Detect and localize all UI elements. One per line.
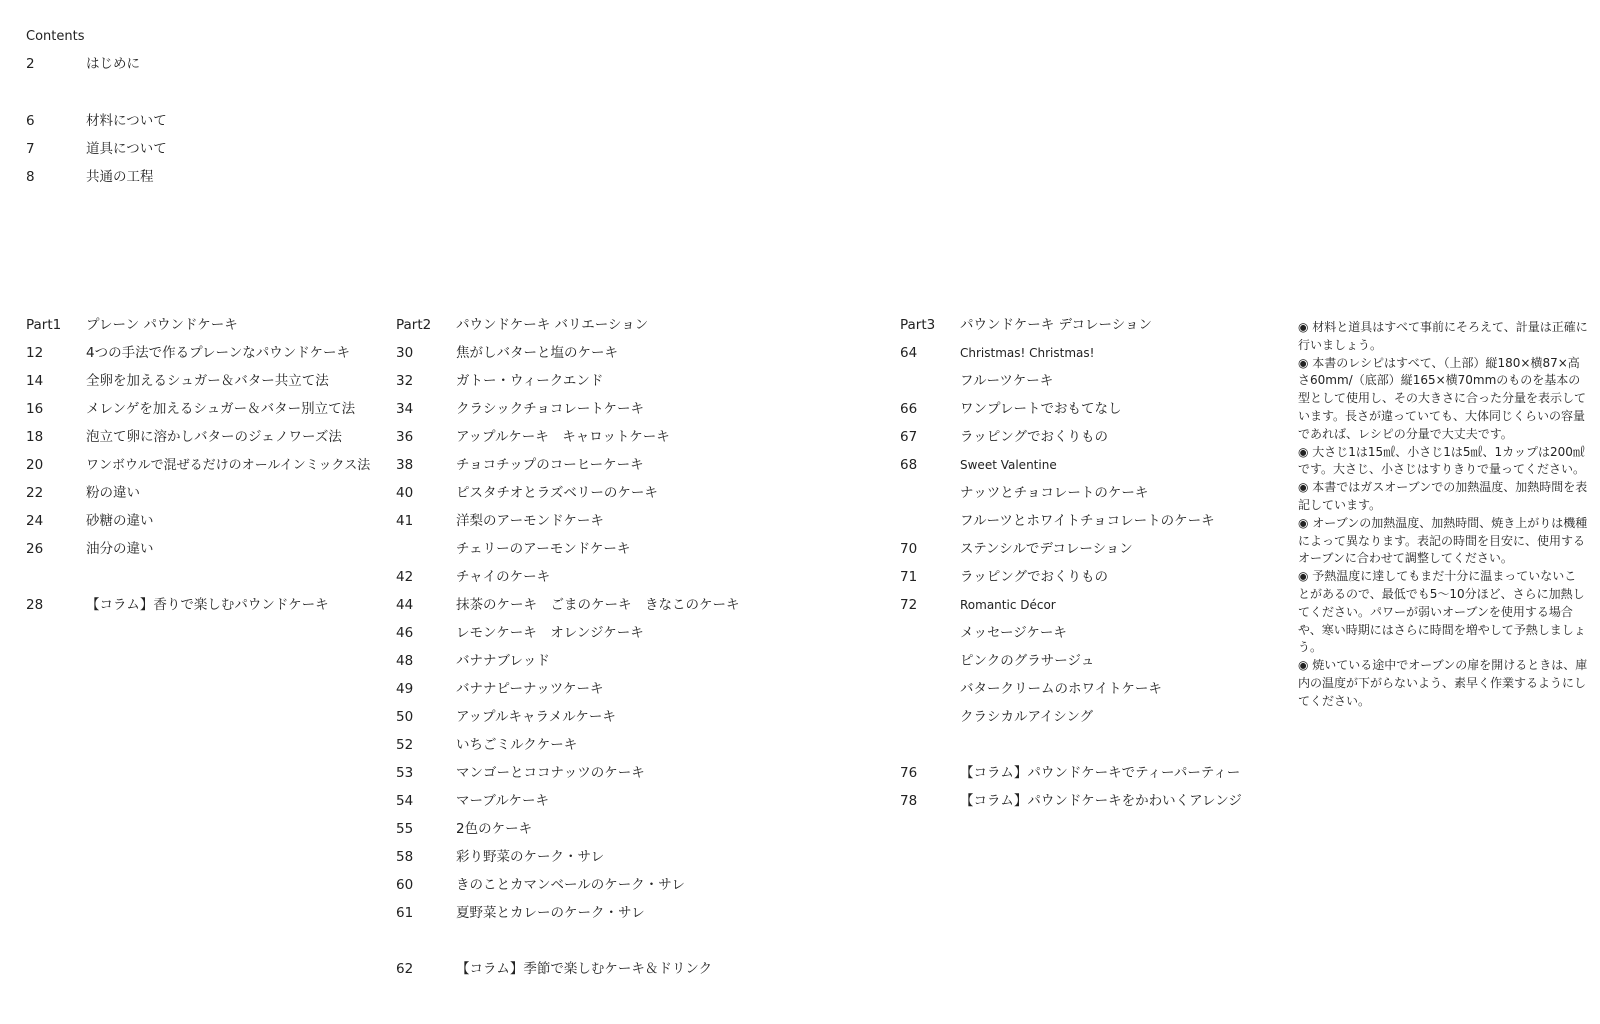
entry-title: 抹茶のケーキ ごまのケーキ きなこのケーキ	[456, 597, 740, 613]
entry-title: 【コラム】季節で楽しむケーキ＆ドリンク	[456, 961, 713, 977]
note-paragraph: ◉ 材料と道具はすべて事前にそろえて、計量は正確に行いましょう。	[1298, 320, 1588, 352]
page-number: 60	[396, 877, 414, 893]
page-number: 54	[396, 793, 414, 809]
entry-title: 砂糖の違い	[86, 513, 154, 529]
page-number: 38	[396, 457, 414, 473]
contents-heading: Contents	[26, 29, 85, 44]
entry-title: はじめに	[86, 56, 140, 72]
entry-title: きのことカマンベールのケーク・サレ	[456, 877, 685, 893]
entry-title: アップルキャラメルケーキ	[456, 709, 616, 725]
entry-title: チャイのケーキ	[456, 569, 551, 585]
entry-title: マーブルケーキ	[456, 793, 550, 809]
page-number: 30	[396, 345, 414, 361]
page-number: 55	[396, 821, 414, 837]
entry-title: チョコチップのコーヒーケーキ	[456, 457, 644, 473]
entry-title: 4つの手法で作るプレーンなパウンドケーキ	[86, 345, 351, 361]
page-number: 48	[396, 653, 414, 669]
page-number: 26	[26, 541, 44, 557]
entry-title: Romantic Décor	[960, 598, 1056, 612]
page-number: 62	[396, 961, 414, 977]
entry-title: 彩り野菜のケーク・サレ	[456, 849, 605, 865]
page-number: 44	[396, 597, 414, 613]
page-number: 41	[396, 513, 414, 529]
notes-section	[1298, 319, 1588, 711]
page-number: 32	[396, 373, 414, 389]
page-number: 70	[900, 541, 918, 557]
page-number: 72	[900, 597, 918, 613]
page-number: 20	[26, 457, 44, 473]
page-number: 12	[26, 345, 44, 361]
entry-title: 【コラム】パウンドケーキをかわいくアレンジ	[960, 793, 1242, 809]
entry-title: クラシックチョコレートケーキ	[456, 401, 645, 417]
entry-title: 道具について	[86, 141, 167, 157]
entry-title: いちごミルクケーキ	[456, 737, 578, 753]
entry-title: バタークリームのホワイトケーキ	[960, 681, 1162, 697]
entry-title: 共通の工程	[86, 169, 154, 185]
entry-title: チェリーのアーモンドケーキ	[456, 541, 631, 557]
entry-title: ラッピングでおくりもの	[960, 569, 1108, 585]
page-number: 36	[396, 429, 414, 445]
entry-title: Christmas! Christmas!	[960, 346, 1095, 360]
page-number: 2	[26, 56, 35, 72]
part-label: Part3	[900, 317, 936, 333]
entry-title: ステンシルでデコレーション	[960, 541, 1133, 557]
entry-title: 2色のケーキ	[456, 821, 533, 837]
entry-title: 洋梨のアーモンドケーキ	[456, 513, 604, 529]
entry-title: メレンゲを加えるシュガー＆バター別立て法	[86, 401, 356, 417]
entry-title: Sweet Valentine	[960, 458, 1057, 472]
entry-title: 泡立て卵に溶かしバターのジェノワーズ法	[86, 429, 342, 445]
page-number: 14	[26, 373, 44, 389]
page-number: 66	[900, 401, 918, 417]
note-paragraph: ◉ 大さじ1は15㎖、小さじ1は5㎖、1カップは200㎖です。大さじ、小さじはすりきりで量ってください。	[1298, 444, 1586, 477]
entry-title: 油分の違い	[86, 541, 154, 557]
entry-title: 夏野菜とカレーのケーク・サレ	[456, 905, 645, 921]
entry-title: フルーツケーキ	[960, 373, 1054, 389]
entry-title: 全卵を加えるシュガー＆バター共立て法	[86, 373, 329, 389]
part-label: Part2	[396, 317, 432, 333]
page-number: 7	[26, 141, 35, 157]
entry-title: レモンケーキ オレンジケーキ	[456, 625, 644, 641]
page-number: 78	[900, 793, 918, 809]
part-title: プレーン パウンドケーキ	[86, 317, 238, 333]
note-paragraph: ◉ 本書ではガスオーブンでの加熱温度、加熱時間を表記しています。	[1298, 480, 1588, 512]
page-number: 71	[900, 569, 918, 585]
entry-title: ガトー・ウィークエンド	[456, 373, 604, 389]
part-label: Part1	[26, 317, 62, 333]
page-number: 28	[26, 597, 44, 613]
entry-title: 粉の違い	[86, 485, 140, 501]
entry-title: 【コラム】パウンドケーキでティーパーティー	[960, 765, 1241, 781]
page-number: 50	[396, 709, 414, 725]
part-title: パウンドケーキ デコレーション	[960, 317, 1152, 333]
entry-title: ナッツとチョコレートのケーキ	[960, 485, 1149, 501]
entry-title: クラシカルアイシング	[960, 709, 1094, 725]
entry-title: ピスタチオとラズベリーのケーキ	[456, 485, 658, 501]
page-number: 8	[26, 169, 35, 185]
page-number: 64	[900, 345, 918, 361]
page-number: 40	[396, 485, 414, 501]
note-paragraph: ◉ 予熱温度に達してもまだ十分に温まっていないことがあるので、最低でも5〜10分ほど、さらに加熱してください。パワーが弱いオーブンを使用する場合や、寒い時期にはさらに時間を増やして予熱しましょう。	[1298, 569, 1586, 655]
entry-title: ピンクのグラサージュ	[960, 653, 1095, 669]
page-number: 67	[900, 429, 918, 445]
entry-title: フルーツとホワイトチョコレートのケーキ	[960, 513, 1215, 529]
entry-title: アップルケーキ キャロットケーキ	[456, 429, 670, 445]
entry-title: 【コラム】香りで楽しむパウンドケーキ	[86, 597, 329, 613]
page-number: 49	[396, 681, 414, 697]
page-number: 22	[26, 485, 44, 501]
note-paragraph: ◉ 焼いている途中でオーブンの扉を開けるときは、庫内の温度が下がらないよう、素早く作業するようにしてください。	[1298, 658, 1588, 708]
note-paragraph: ◉ 本書のレシピはすべて、（上部）縦180×横87×高さ60mm/（底部）縦165×横70mmのものを基本の型として使用し、その大きさに合った分量を表示しています。長さが違っていても、大体同じくらいの容量であれば、レシピの分量で大丈夫です。	[1298, 355, 1587, 441]
page-number: 34	[396, 401, 414, 417]
entry-title: ワンボウルで混ぜるだけのオールインミックス法	[86, 458, 371, 473]
entry-title: バナナピーナッツケーキ	[456, 681, 604, 697]
page-number: 18	[26, 429, 44, 445]
entry-title: 焦がしバターと塩のケーキ	[456, 345, 618, 361]
entry-title: バナナブレッド	[456, 653, 550, 669]
entry-title: マンゴーとココナッツのケーキ	[456, 765, 645, 781]
part-title: パウンドケーキ バリエーション	[456, 317, 649, 333]
page-number: 6	[26, 113, 35, 129]
entry-title: メッセージケーキ	[960, 625, 1067, 641]
page-number: 58	[396, 849, 414, 865]
page-number: 42	[396, 569, 414, 585]
entry-title: 材料について	[86, 113, 167, 129]
note-paragraph: ◉ オーブンの加熱温度、加熱時間、焼き上がりは機種によって異なります。表記の時間を目安に、使用するオーブンに合わせて調整してください。	[1298, 515, 1588, 566]
page-number: 53	[396, 765, 414, 781]
page-number: 68	[900, 457, 918, 473]
page-number: 46	[396, 625, 414, 641]
entry-title: ラッピングでおくりもの	[960, 429, 1108, 445]
entry-title: ワンプレートでおもてなし	[960, 401, 1122, 417]
page-number: 52	[396, 737, 414, 753]
page-number: 76	[900, 765, 918, 781]
page-number: 61	[396, 905, 414, 921]
page-number: 16	[26, 401, 44, 417]
page-number: 24	[26, 513, 44, 529]
